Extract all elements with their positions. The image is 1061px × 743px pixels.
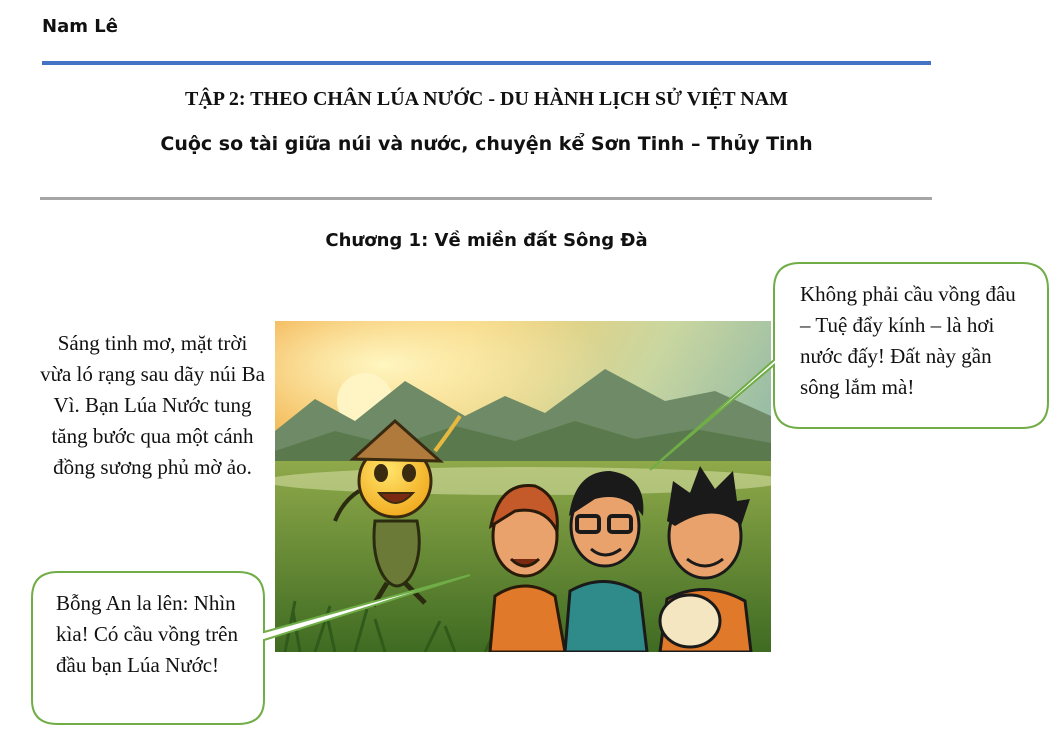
narration-text: Sáng tinh mơ, mặt trời vừa ló rạng sau dãy núi Ba Vì. Bạn Lúa Nước tung tăng bước qua một cánh đồng sương phủ mờ ảo. <box>40 331 265 479</box>
author-name: Nam Lê <box>42 16 118 37</box>
page-subtitle: Cuộc so tài giữa núi và nước, chuyện kể Sơn Tinh – Thủy Tinh <box>160 133 813 155</box>
chapter-heading: Chương 1: Về miền đất Sông Đà <box>325 230 648 251</box>
page-title: TẬP 2: THEO CHÂN LÚA NƯỚC - DU HÀNH LỊCH SỬ VIỆT NAM <box>184 88 789 110</box>
speech-bubble-left-text: Bỗng An la lên: Nhìn kìa! Có cầu vồng trên đầu bạn Lúa Nước! <box>56 591 238 677</box>
speech-bubble-right-text: Không phải cầu vồng đâu – Tuệ đẩy kính – là hơi nước đấy! Đất này gần sông lắm mà! <box>800 282 1016 399</box>
